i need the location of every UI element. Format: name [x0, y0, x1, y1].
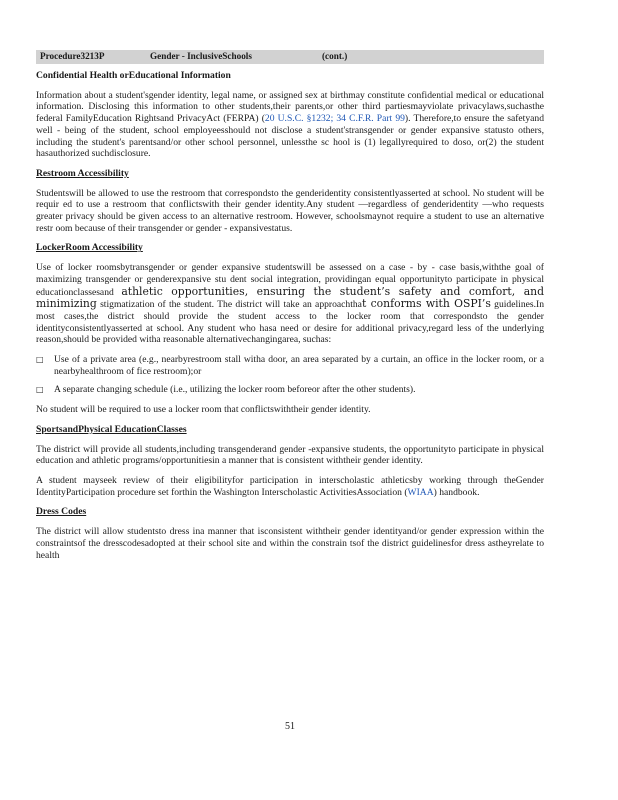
checkbox-bullet-icon: □	[36, 355, 44, 365]
list-item: □ A separate changing schedule (i.e., utilizing the locker room beforeor after the other students).	[36, 384, 416, 396]
page-number: 51	[285, 721, 295, 732]
continued-label: (cont.)	[322, 51, 348, 62]
document-page	[36, 50, 544, 732]
heading-confidential: Confidential Health orEducational Information	[36, 70, 231, 81]
procedure-header-bar	[36, 50, 544, 64]
locker-room-options-list	[36, 354, 544, 396]
paragraph-dress-codes: The district will allow studentsto dress ina manner that isconsistent withtheir gender identityand/or gender expression within the constraintsof the dresscodesadopted at their school site and within the constrain tsof the district guidelinesfor dress astheyrelate to health	[36, 526, 544, 561]
heading-restroom: Restroom Accessibility	[36, 167, 129, 179]
heading-locker-room: LockerRoom Accessibility	[36, 242, 143, 254]
paragraph-locker-room-closing: No student will be required to use a locker room that conflictswiththeir gender identity.	[36, 404, 371, 416]
procedure-title: Gender - InclusiveSchools	[150, 51, 252, 62]
ferpa-citation-link[interactable]: 20 U.S.C. §1232; 34 C.F.R. Part 99	[264, 113, 405, 125]
paragraph-confidential: Information about a student'sgender identity, legal name, or assigned sex at birthmay constitute confidential medical or educational information. Disclosing this information to other students,their parents,or other third partiesmayviolate privacylaws,suchasthe federal FamilyEducation Rightsand PrivacyAct (FERPA) (20 U.S.C. §1232; 34 C.F.R. Part 99). Therefore,to ensure the safetyand well - being of the student, school employeesshould not disclose a student'stransgender or gender expansive statusto others, including the student's parentsand/or other school personnel, unlessthe sc hool is (1) legallyrequired to doso, or(2) the student hasauthorized suchdisclosure.	[36, 89, 544, 160]
heading-dress-codes: Dress Codes	[36, 506, 87, 518]
paragraph-sports: The district will provide all students,including transgenderand gender -expansive students, the opportunityto participate in physical education and athletic programs/opportunitiesin a manner that is consistent withtheir gender identity.	[36, 443, 544, 467]
wiaa-link[interactable]: WIAA	[407, 486, 434, 498]
list-item: □ Use of a private area (e.g., nearbyrestroom stall witha door, an area separated by a curtain, an office in the locker room, or a nearbyhealthroom of fice restroom);or	[36, 354, 544, 377]
paragraph-wiaa: A student mayseek review of their eligibilityfor participation in interscholastic athleticsby working through theGender IdentityParticipation procedure set forthin the Washington Interscholastic ActivitiesAssociation (WIAA) handbook.	[36, 474, 544, 498]
paragraph-restroom: Studentswill be allowed to use the restroom that correspondsto the genderidentity consistentlyasserted at school. No student will be requir ed to use a restroom that conflictswith their gender identity.Any student —regardless of genderidentity —who requests greater privacy should be given access to an alternative restroom. However, schoolsmaynot require a student to use an alternative restr oom because of their transgender or gender - expansivestatus.	[36, 187, 544, 234]
procedure-number: Procedure3213P	[40, 51, 105, 62]
heading-sports: SportsandPhysical EducationClasses	[36, 423, 187, 435]
checkbox-bullet-icon: □	[36, 385, 44, 395]
paragraph-locker-room: Use of locker roomsbytransgender or gender expansive studentswill be assessed on a case - by - case basis,withthe goal of maximizing transgender or genderexpansive stu dent social integration, providingan equal opportunityto participate in physical educationclassesand athletic opportunities, ensuring the student’s safety and comfort, and minimizing stigmatization of the student. The district will take an approachthat conforms with OSPI’s guidelines.In most cases,the district should provide the student access to the locker room that correspondsto the gender identityconsistentlyasserted at school. Any student who hasa need or desire for additional privacy,regard less of the underlying reason,should be provided witha reasonable alternativechangingarea, suchas:	[36, 262, 544, 346]
